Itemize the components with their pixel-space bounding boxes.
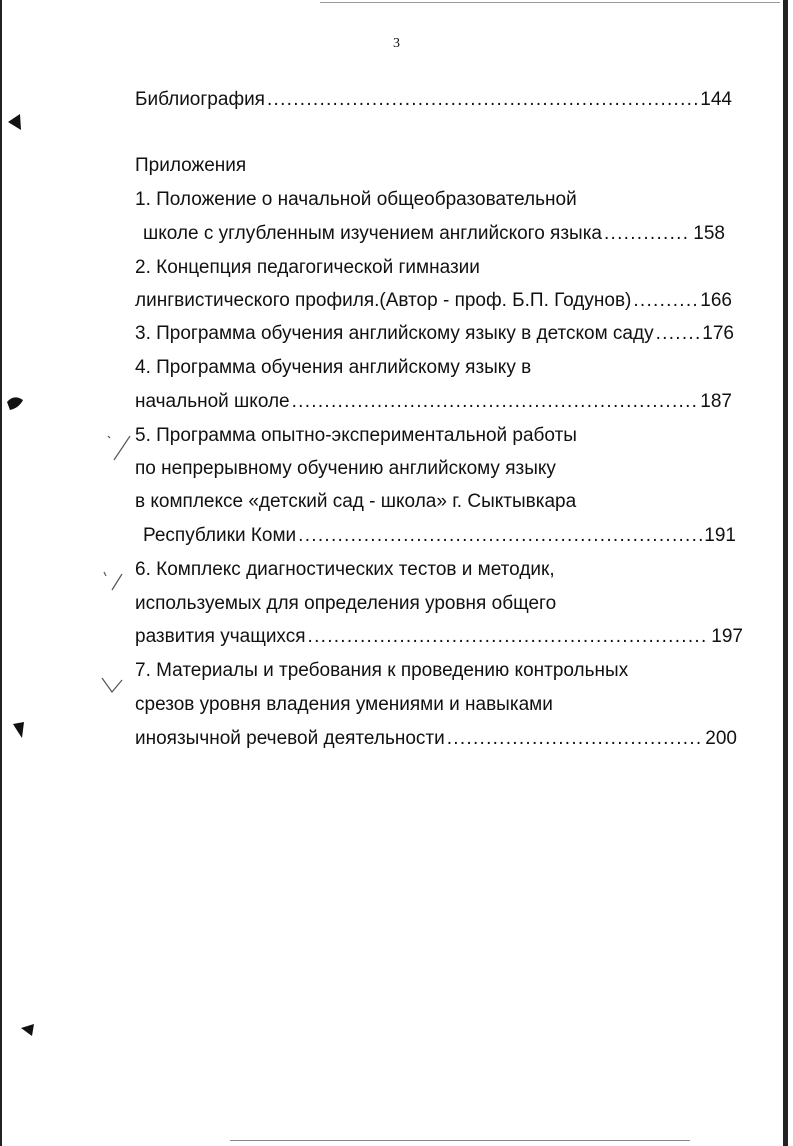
toc-entry-line: 6. Комплекс диагностических тестов и методик, bbox=[135, 559, 555, 580]
toc-entry-title: иноязычной речевой деятельности bbox=[135, 728, 445, 749]
toc-entry-1 bbox=[143, 222, 725, 246]
binder-hole-icon bbox=[6, 394, 26, 412]
toc-entry-2 bbox=[135, 289, 732, 313]
toc-entry-bibliography bbox=[135, 88, 732, 112]
leader-dots bbox=[267, 88, 698, 112]
toc-page-number: 200 bbox=[705, 728, 737, 749]
toc-entry-title: 3. Программа обучения английскому языку в детском саду bbox=[135, 323, 654, 344]
toc-page-number: 144 bbox=[700, 89, 732, 110]
toc-entry-3 bbox=[135, 322, 734, 346]
toc-entry-title: школе с углубленным изучением английского языка bbox=[143, 223, 602, 244]
leader-dots bbox=[308, 625, 710, 649]
toc-entry-line: в комплексе «детский сад - школа» г. Сыктывкара bbox=[135, 491, 577, 512]
toc-entry-line: по непрерывному обучению английскому языку bbox=[135, 458, 556, 479]
toc-entry-title: Республики Коми bbox=[143, 525, 297, 546]
binder-hole-icon bbox=[10, 720, 28, 742]
toc-entry-title: начальной школе bbox=[135, 391, 290, 412]
scan-left-border bbox=[0, 0, 2, 1146]
pencil-check-mark-icon bbox=[100, 674, 130, 700]
toc-page-number: 197 bbox=[711, 626, 743, 647]
leader-dots bbox=[292, 390, 699, 414]
toc-entry-title: развития учащихся bbox=[135, 626, 306, 647]
toc-entry-line: 4. Программа обучения английскому языку в bbox=[135, 357, 532, 378]
toc-entry-line: срезов уровня владения умениями и навыками bbox=[135, 694, 553, 715]
binder-hole-icon bbox=[20, 1022, 38, 1040]
toc-entry-line: 5. Программа опытно-экспериментальной работы bbox=[135, 425, 577, 446]
toc-entry-4 bbox=[135, 390, 732, 414]
scan-top-line bbox=[320, 2, 780, 3]
pencil-check-mark-icon bbox=[106, 430, 136, 464]
scan-bottom-line bbox=[230, 1140, 690, 1141]
binder-hole-icon bbox=[6, 112, 24, 132]
toc-entry-line: 7. Материалы и требования к проведению контрольных bbox=[135, 660, 629, 681]
toc-entry-5 bbox=[143, 524, 736, 548]
toc-entry-7 bbox=[135, 727, 737, 751]
toc-entry-title: лингвистического профиля.(Автор - проф. Б.П. Годунов) bbox=[135, 290, 632, 311]
toc-page-number: 187 bbox=[700, 391, 732, 412]
toc-entry-line: используемых для определения уровня общего bbox=[135, 593, 557, 614]
leader-dots bbox=[604, 222, 691, 246]
leader-dots bbox=[298, 524, 702, 548]
toc-entry-line: 2. Концепция педагогической гимназии bbox=[135, 257, 480, 278]
toc-entry-line: 1. Положение о начальной общеобразовательной bbox=[135, 189, 577, 210]
leader-dots bbox=[633, 289, 698, 313]
toc-page-number: 176 bbox=[702, 323, 734, 344]
toc-entry-title: Библиография bbox=[135, 89, 265, 110]
toc-page-number: 191 bbox=[704, 525, 736, 546]
leader-dots bbox=[447, 727, 704, 751]
page-number: 3 bbox=[393, 36, 400, 51]
toc-page-number: 158 bbox=[693, 223, 725, 244]
toc-page-number: 166 bbox=[700, 290, 732, 311]
appendices-heading: Приложения bbox=[135, 155, 247, 176]
scan-right-border bbox=[783, 0, 788, 1146]
toc-entry-6 bbox=[135, 625, 743, 649]
pencil-check-mark-icon bbox=[100, 566, 130, 596]
leader-dots bbox=[656, 322, 701, 346]
